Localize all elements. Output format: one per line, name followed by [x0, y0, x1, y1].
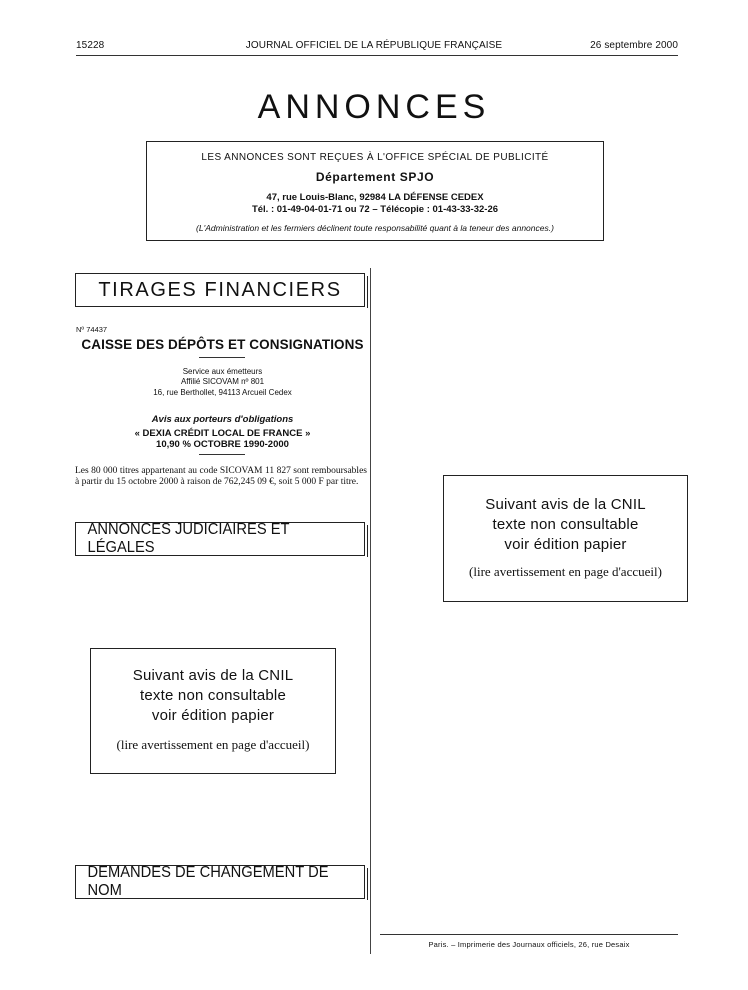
- journal-title: JOURNAL OFFICIEL DE LA RÉPUBLIQUE FRANÇAISE: [245, 40, 503, 51]
- ad-rule: [199, 357, 245, 358]
- section-header-tirages: [75, 273, 365, 307]
- cnil-note: (lire avertissement en page d'accueil): [116, 737, 310, 752]
- ad-emprunt: « DEXIA CRÉDIT LOCAL DE FRANCE »: [134, 428, 311, 439]
- ad-service: Service aux émetteurs: [182, 367, 263, 376]
- cnil-notice-box: [90, 648, 336, 774]
- page-number: 15228: [76, 40, 105, 51]
- cnil-line: Suivant avis de la CNIL: [485, 496, 646, 513]
- footer-rule: [380, 934, 678, 935]
- cnil-line: texte non consultable: [492, 516, 639, 533]
- ad-address: 16, rue Berthollet, 94113 Arcueil Cedex: [153, 388, 292, 397]
- notice-disclaimer: (L'Administration et les fermiers déclinent toute responsabilité quant à la teneur des annonces.): [196, 223, 554, 233]
- cnil-line: texte non consultable: [140, 687, 286, 704]
- section-title: DEMANDES DE CHANGEMENT DE NOM: [87, 864, 329, 899]
- cnil-note: (lire avertissement en page d'accueil): [469, 564, 662, 579]
- notice-box: [146, 141, 604, 241]
- notice-line: LES ANNONCES SONT REÇUES À L'OFFICE SPÉCIAL DE PUBLICITÉ: [201, 152, 549, 163]
- cnil-line: voir édition papier: [504, 536, 627, 553]
- notice-department: Département SPJO: [315, 170, 435, 184]
- notice-phone: Tél. : 01-49-04-01-71 ou 72 – Télécopie : 01-43-33-32-26: [251, 204, 499, 215]
- ad-body: Les 80 000 titres appartenant au code SICOVAM 11 827 sont remboursables à partir du 15 octobre 2000 à raison de 762,245 09 €, soit 5 000 F par titre.: [75, 466, 367, 487]
- section-title: TIRAGES FINANCIERS: [98, 278, 342, 301]
- section-header-changement-nom: [75, 865, 365, 899]
- cnil-notice-box: [443, 475, 688, 602]
- ad-issuer: CAISSE DES DÉPÔTS ET CONSIGNATIONS: [81, 337, 364, 352]
- section-header-judiciaires: [75, 522, 365, 556]
- ad-avis: Avis aux porteurs d'obligations: [151, 414, 294, 425]
- issue-date: 26 septembre 2000: [590, 40, 678, 51]
- ad-affiliate: Affilié SICOVAM nº 801: [180, 377, 265, 386]
- imprint-footer: Paris. – Imprimerie des Journaux officiels, 26, rue Desaix: [428, 940, 630, 949]
- page-title: ANNONCES: [257, 88, 491, 126]
- column-divider: [370, 268, 371, 954]
- section-title: ANNONCES JUDICIAIRES ET LÉGALES: [87, 521, 290, 556]
- ad-rate: 10,90 % OCTOBRE 1990-2000: [156, 439, 289, 450]
- notice-address: 47, rue Louis-Blanc, 92984 LA DÉFENSE CEDEX: [266, 192, 484, 203]
- cnil-line: Suivant avis de la CNIL: [132, 667, 294, 684]
- ad-rule: [199, 454, 245, 455]
- header-rule: [76, 55, 678, 56]
- cnil-line: voir édition papier: [151, 707, 275, 724]
- ad-number: Nº 74437: [76, 325, 108, 334]
